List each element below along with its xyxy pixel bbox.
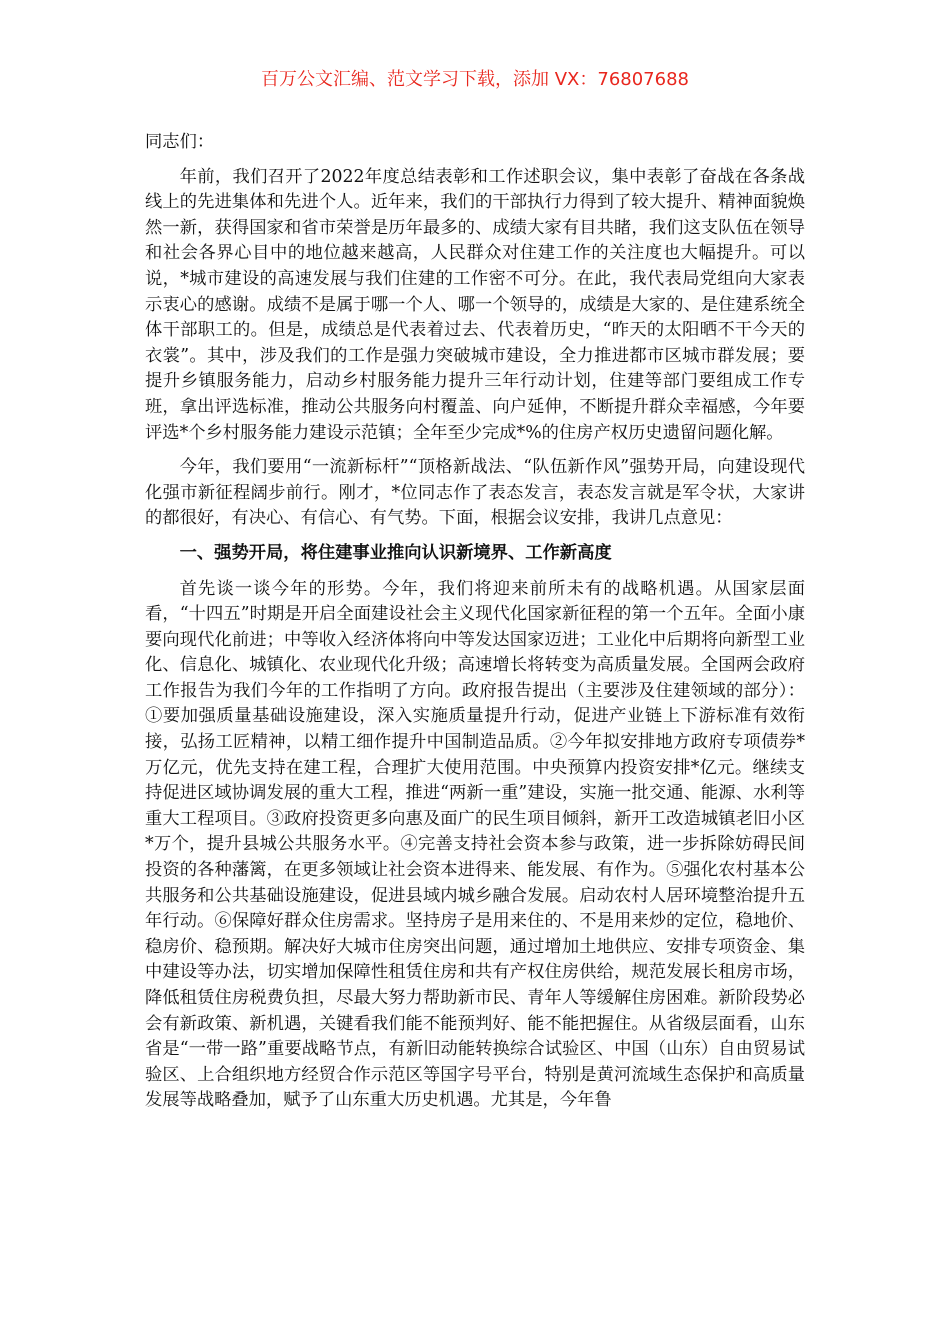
- salutation: 同志们：: [145, 132, 215, 152]
- document-body: [145, 130, 805, 1114]
- paragraph-1: 年前，我们召开了2022年度总结表彰和工作述职会议，集中表彰了奋战在各条战线上的先进集体和先进个人。近年来，我们的干部执行力得到了较大提升、精神面貌焕然一新，获得国家和省市荣誉是历年最多的、成绩大家有目共睹，我们这支队伍在领导和社会各界心目中的地位越来越高，人民群众对住建工作的关注度也大幅提升。可以说，*城市建设的高速发展与我们住建的工作密不可分。在此，我代表局党组向大家表示衷心的感谢。成绩不是属于哪一个人、哪一个领导的，成绩是大家的、是住建系统全体干部职工的。但是，成绩总是代表着过去、代表着历史，“昨天的太阳晒不干今天的衣裳”。其中，涉及我们的工作是强力突破城市建设，全力推进都市区城市群发展；要提升乡镇服务能力，启动乡村服务能力提升三年行动计划，住建等部门要组成工作专班，拿出评选标准，推动公共服务向村覆盖、向户延伸，不断提升群众幸福感，今年要评选*个乡村服务能力建设示范镇；全年至少完成*%的住房产权历史遗留问题化解。: [145, 166, 805, 443]
- paragraph-3: 首先谈一谈今年的形势。今年，我们将迎来前所未有的战略机遇。从国家层面看，“十四五”时期是开启全面建设社会主义现代化国家新征程的第一个五年。全面小康要向现代化前进；中等收入经济体将向中等发达国家迈进；工业化中后期将向新型工业化、信息化、城镇化、农业现代化升级；高速增长将转变为高质量发展。全国两会政府工作报告为我们今年的工作指明了方向。政府报告提出（主要涉及住建领域的部分）：①要加强质量基础设施建设，深入实施质量提升行动，促进产业链上下游标准有效衔接，弘扬工匠精神，以精工细作提升中国制造品质。②今年拟安排地方政府专项债券*万亿元，优先支持在建工程，合理扩大使用范围。中央预算内投资安排*亿元。继续支持促进区域协调发展的重大工程，推进“两新一重”建设，实施一批交通、能源、水利等重大工程项目。③政府投资更多向惠及面广的民生项目倾斜，新开工改造城镇老旧小区*万个，提升县城公共服务水平。④完善支持社会资本参与政策，进一步拆除妨碍民间投资的各种藩篱，在更多领域让社会资本进得来、能发展、有作为。⑤强化农村基本公共服务和公共基础设施建设，促进县域内城乡融合发展。启动农村人居环境整治提升五年行动。⑥保障好群众住房需求。坚持房子是用来住的、不是用来炒的定位，稳地价、稳房价、稳预期。解决好大城市住房突出问题，通过增加土地供应、安排专项资金、集中建设等办法，切实增加保障性租赁住房和共有产权住房供给，规范发展长租房市场，降低租赁住房税费负担，尽最大努力帮助新市民、青年人等缓解住房困难。新阶段势必会有新政策、新机遇，关键看我们能不能预判好、能不能把握住。从省级层面看，山东省是“一带一路”重要战略节点，有新旧动能转换综合试验区、中国（山东）自由贸易试验区、上合组织地方经贸合作示范区等国字号平台，特别是黄河流域生态保护和高质量发展等战略叠加，赋予了山东重大历史机遇。尤其是，今年鲁: [145, 578, 805, 1111]
- paragraph-2: 今年，我们要用“一流新标杆”“顶格新战法、“队伍新作风”强势开局，向建设现代化强市新征程阔步前行。刚才，*位同志作了表态发言，表态发言就是军令状，大家讲的都很好，有决心、有信心、有气势。下面，根据会议安排，我讲几点意见：: [145, 457, 805, 529]
- section-heading-1: 一、强势开局，将住建事业推向认识新境界、工作新高度: [179, 542, 612, 563]
- header-banner: 百万公文汇编、范文学习下载，添加 VX：76807688: [261, 69, 689, 90]
